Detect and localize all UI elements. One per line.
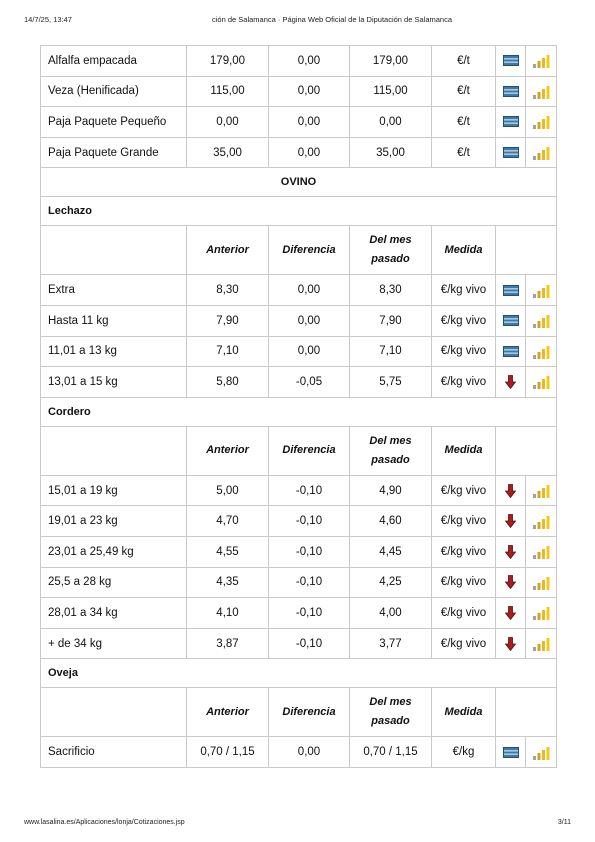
item-name: Paja Paquete Grande: [41, 137, 187, 168]
chart-icon-bar: [533, 95, 536, 99]
chart-icon-bar: [546, 516, 549, 529]
diferencia-value: -0,10: [269, 475, 350, 506]
chart-icon-bar: [537, 153, 540, 160]
del-mes-pasado-value: 8,30: [350, 275, 432, 306]
del-mes-pasado-value: 3,77: [350, 628, 432, 659]
trend-cell: [496, 628, 526, 659]
diferencia-value: -0,10: [269, 567, 350, 598]
chart-icon-bar: [533, 586, 536, 590]
section-title: Cordero: [41, 397, 557, 426]
bar-chart-icon[interactable]: [533, 145, 550, 160]
bar-chart-icon[interactable]: [533, 53, 550, 68]
column-header-row: [41, 226, 557, 275]
chart-link-cell[interactable]: [526, 275, 557, 306]
chart-icon-bar: [533, 355, 536, 359]
section-title: Oveja: [41, 659, 557, 688]
equal-trend-icon: [503, 315, 519, 326]
chart-icon-bar: [537, 61, 540, 68]
del-mes-pasado-value: 5,75: [350, 367, 432, 398]
item-name: Paja Paquete Pequeño: [41, 107, 187, 138]
anterior-value: 7,90: [187, 305, 269, 336]
table-row: [41, 46, 557, 77]
del-mes-pasado-value: 7,10: [350, 336, 432, 367]
chart-icon-bar: [542, 58, 545, 68]
chart-icon-bar: [542, 750, 545, 760]
diferencia-value: -0,10: [269, 628, 350, 659]
table-row: [41, 137, 557, 168]
medida-unit: €/t: [432, 107, 496, 138]
table-row: [41, 336, 557, 367]
chart-icon-bar: [537, 352, 540, 359]
diferencia-value: 0,00: [269, 107, 350, 138]
anterior-value: 0,70 / 1,15: [187, 737, 269, 768]
table-row: [41, 506, 557, 537]
header-medida: Medida: [432, 688, 496, 737]
chart-icon-bar: [542, 318, 545, 328]
diferencia-value: -0,10: [269, 506, 350, 537]
diferencia-value: 0,00: [269, 46, 350, 77]
chart-link-cell[interactable]: [526, 76, 557, 107]
del-mes-pasado-value: 7,90: [350, 305, 432, 336]
chart-icon-bar: [533, 756, 536, 760]
chart-icon-bar: [546, 546, 549, 559]
chart-icon-bar: [546, 116, 549, 129]
diferencia-value: 0,00: [269, 737, 350, 768]
column-header-row: [41, 426, 557, 475]
item-name: Veza (Henificada): [41, 76, 187, 107]
chart-icon-bar: [542, 488, 545, 498]
chart-link-cell[interactable]: [526, 137, 557, 168]
trend-cell: [496, 46, 526, 77]
chart-icon-bar: [537, 92, 540, 99]
chart-icon-bar: [546, 577, 549, 590]
chart-icon-bar: [533, 525, 536, 529]
chart-icon-bar: [546, 747, 549, 760]
item-name: 15,01 a 19 kg: [41, 475, 187, 506]
header-del-mes-pasado: Del mes pasado: [350, 226, 432, 275]
bar-chart-icon[interactable]: [533, 514, 550, 529]
medida-unit: €/kg vivo: [432, 536, 496, 567]
medida-unit: €/t: [432, 46, 496, 77]
anterior-value: 4,35: [187, 567, 269, 598]
del-mes-pasado-value: 4,45: [350, 536, 432, 567]
print-footer-url: www.lasalina.es/Aplicaciones/lonja/Cotizaciones.jsp: [24, 819, 185, 826]
chart-icon-bar: [546, 147, 549, 160]
bar-chart-icon[interactable]: [533, 283, 550, 298]
header-icons-cell: [496, 426, 557, 475]
chart-icon-bar: [533, 385, 536, 389]
trend-cell: [496, 737, 526, 768]
anterior-value: 179,00: [187, 46, 269, 77]
down-arrow-icon: [505, 575, 516, 589]
chart-link-cell[interactable]: [526, 107, 557, 138]
table-row: [41, 567, 557, 598]
table-row: [41, 598, 557, 629]
table-row: [41, 536, 557, 567]
medida-unit: €/kg vivo: [432, 305, 496, 336]
header-anterior: Anterior: [187, 688, 269, 737]
diferencia-value: 0,00: [269, 137, 350, 168]
chart-icon-bar: [533, 125, 536, 129]
chart-icon-bar: [542, 150, 545, 160]
chart-icon-bar: [533, 616, 536, 620]
anterior-value: 0,00: [187, 107, 269, 138]
item-name: Alfalfa empacada: [41, 46, 187, 77]
chart-icon-bar: [542, 89, 545, 99]
equal-trend-icon: [503, 747, 519, 758]
table-row: [41, 76, 557, 107]
print-footer-page-number: 3/11: [557, 819, 571, 826]
bar-chart-icon[interactable]: [533, 745, 550, 760]
diferencia-value: -0,05: [269, 367, 350, 398]
chart-link-cell[interactable]: [526, 628, 557, 659]
chart-icon-bar: [537, 522, 540, 529]
print-header-site-title: ción de Salamanca · Página Web Oficial de la Diputación de Salamanca: [212, 15, 452, 24]
item-name: + de 34 kg: [41, 628, 187, 659]
del-mes-pasado-value: 0,70 / 1,15: [350, 737, 432, 768]
trend-cell: [496, 567, 526, 598]
anterior-value: 5,00: [187, 475, 269, 506]
medida-unit: €/kg vivo: [432, 475, 496, 506]
item-name: 25,5 a 28 kg: [41, 567, 187, 598]
chart-icon-bar: [546, 86, 549, 99]
medida-unit: €/kg vivo: [432, 336, 496, 367]
chart-icon-bar: [546, 638, 549, 651]
chart-icon-bar: [537, 382, 540, 389]
chart-link-cell[interactable]: [526, 506, 557, 537]
chart-icon-bar: [533, 555, 536, 559]
header-anterior: Anterior: [187, 226, 269, 275]
chart-link-cell[interactable]: [526, 46, 557, 77]
trend-cell: [496, 336, 526, 367]
equal-trend-icon: [503, 86, 519, 97]
header-empty-cell: [41, 426, 187, 475]
down-arrow-icon: [505, 484, 516, 498]
chart-icon-bar: [542, 288, 545, 298]
chart-link-cell[interactable]: [526, 737, 557, 768]
header-diferencia: Diferencia: [269, 688, 350, 737]
chart-icon-bar: [542, 379, 545, 389]
item-name: 11,01 a 13 kg: [41, 336, 187, 367]
header-icons-cell: [496, 688, 557, 737]
table-row: [41, 107, 557, 138]
anterior-value: 7,10: [187, 336, 269, 367]
chart-icon-bar: [542, 349, 545, 359]
chart-link-cell[interactable]: [526, 367, 557, 398]
header-icons-cell: [496, 226, 557, 275]
bar-chart-icon[interactable]: [533, 575, 550, 590]
medida-unit: €/kg vivo: [432, 567, 496, 598]
bar-chart-icon[interactable]: [533, 605, 550, 620]
del-mes-pasado-value: 4,90: [350, 475, 432, 506]
item-name: 23,01 a 25,49 kg: [41, 536, 187, 567]
del-mes-pasado-value: 4,00: [350, 598, 432, 629]
table-row: [41, 305, 557, 336]
anterior-value: 3,87: [187, 628, 269, 659]
del-mes-pasado-value: 4,25: [350, 567, 432, 598]
bar-chart-icon[interactable]: [533, 636, 550, 651]
print-header-datetime: 14/7/25, 13:47: [24, 15, 72, 24]
anterior-value: 4,55: [187, 536, 269, 567]
header-del-mes-pasado: Del mes pasado: [350, 688, 432, 737]
chart-icon-bar: [533, 294, 536, 298]
trend-cell: [496, 598, 526, 629]
bar-chart-icon[interactable]: [533, 544, 550, 559]
diferencia-value: 0,00: [269, 305, 350, 336]
quotes-table: [40, 45, 557, 768]
medida-unit: €/kg vivo: [432, 598, 496, 629]
anterior-value: 4,10: [187, 598, 269, 629]
trend-cell: [496, 367, 526, 398]
chart-icon-bar: [542, 119, 545, 129]
chart-icon-bar: [537, 291, 540, 298]
chart-link-cell[interactable]: [526, 475, 557, 506]
header-empty-cell: [41, 688, 187, 737]
medida-unit: €/kg vivo: [432, 628, 496, 659]
chart-icon-bar: [546, 376, 549, 389]
chart-link-cell[interactable]: [526, 536, 557, 567]
anterior-value: 35,00: [187, 137, 269, 168]
chart-icon-bar: [546, 607, 549, 620]
chart-icon-bar: [537, 122, 540, 129]
medida-unit: €/t: [432, 137, 496, 168]
bar-chart-icon[interactable]: [533, 114, 550, 129]
bar-chart-icon[interactable]: [533, 374, 550, 389]
down-arrow-icon: [505, 514, 516, 528]
chart-icon-bar: [537, 321, 540, 328]
item-name: 28,01 a 34 kg: [41, 598, 187, 629]
chart-icon-bar: [546, 285, 549, 298]
down-arrow-icon: [505, 375, 516, 389]
equal-trend-icon: [503, 346, 519, 357]
chart-icon-bar: [542, 549, 545, 559]
trend-cell: [496, 475, 526, 506]
header-empty-cell: [41, 226, 187, 275]
chart-icon-bar: [542, 580, 545, 590]
del-mes-pasado-value: 115,00: [350, 76, 432, 107]
del-mes-pasado-value: 179,00: [350, 46, 432, 77]
medida-unit: €/kg vivo: [432, 275, 496, 306]
chart-icon-bar: [537, 552, 540, 559]
trend-cell: [496, 76, 526, 107]
bar-chart-icon[interactable]: [533, 344, 550, 359]
chart-icon-bar: [537, 583, 540, 590]
chart-icon-bar: [533, 647, 536, 651]
chart-icon-bar: [533, 156, 536, 160]
diferencia-value: -0,10: [269, 598, 350, 629]
trend-cell: [496, 305, 526, 336]
diferencia-value: -0,10: [269, 536, 350, 567]
header-medida: Medida: [432, 426, 496, 475]
group-title: OVINO: [41, 168, 557, 197]
trend-cell: [496, 137, 526, 168]
equal-trend-icon: [503, 116, 519, 127]
header-anterior: Anterior: [187, 426, 269, 475]
chart-icon-bar: [542, 610, 545, 620]
header-diferencia: Diferencia: [269, 226, 350, 275]
chart-icon-bar: [542, 519, 545, 529]
section-row: [41, 397, 557, 426]
medida-unit: €/kg: [432, 737, 496, 768]
chart-icon-bar: [533, 324, 536, 328]
table-row: [41, 475, 557, 506]
chart-link-cell[interactable]: [526, 598, 557, 629]
table-row: [41, 628, 557, 659]
chart-link-cell[interactable]: [526, 336, 557, 367]
chart-icon-bar: [546, 346, 549, 359]
table-row: [41, 275, 557, 306]
section-title: Lechazo: [41, 197, 557, 226]
down-arrow-icon: [505, 637, 516, 651]
medida-unit: €/t: [432, 76, 496, 107]
chart-icon-bar: [533, 64, 536, 68]
del-mes-pasado-value: 35,00: [350, 137, 432, 168]
header-medida: Medida: [432, 226, 496, 275]
anterior-value: 5,80: [187, 367, 269, 398]
group-row: [41, 168, 557, 197]
chart-link-cell[interactable]: [526, 567, 557, 598]
header-diferencia: Diferencia: [269, 426, 350, 475]
item-name: Sacrificio: [41, 737, 187, 768]
table-row: [41, 737, 557, 768]
section-row: [41, 659, 557, 688]
item-name: Hasta 11 kg: [41, 305, 187, 336]
bar-chart-icon[interactable]: [533, 483, 550, 498]
equal-trend-icon: [503, 55, 519, 66]
down-arrow-icon: [505, 606, 516, 620]
section-row: [41, 197, 557, 226]
chart-icon-bar: [537, 753, 540, 760]
medida-unit: €/kg vivo: [432, 506, 496, 537]
chart-icon-bar: [546, 55, 549, 68]
chart-icon-bar: [546, 315, 549, 328]
table-row: [41, 367, 557, 398]
bar-chart-icon[interactable]: [533, 313, 550, 328]
diferencia-value: 0,00: [269, 336, 350, 367]
quotes-table-body: [41, 46, 557, 768]
bar-chart-icon[interactable]: [533, 84, 550, 99]
diferencia-value: 0,00: [269, 76, 350, 107]
chart-icon-bar: [546, 485, 549, 498]
chart-icon-bar: [537, 491, 540, 498]
del-mes-pasado-value: 4,60: [350, 506, 432, 537]
medida-unit: €/kg vivo: [432, 367, 496, 398]
item-name: Extra: [41, 275, 187, 306]
trend-cell: [496, 506, 526, 537]
trend-cell: [496, 107, 526, 138]
anterior-value: 115,00: [187, 76, 269, 107]
diferencia-value: 0,00: [269, 275, 350, 306]
chart-link-cell[interactable]: [526, 305, 557, 336]
header-del-mes-pasado: Del mes pasado: [350, 426, 432, 475]
del-mes-pasado-value: 0,00: [350, 107, 432, 138]
anterior-value: 8,30: [187, 275, 269, 306]
chart-icon-bar: [537, 644, 540, 651]
chart-icon-bar: [542, 641, 545, 651]
chart-icon-bar: [537, 613, 540, 620]
equal-trend-icon: [503, 147, 519, 158]
trend-cell: [496, 275, 526, 306]
anterior-value: 4,70: [187, 506, 269, 537]
equal-trend-icon: [503, 285, 519, 296]
item-name: 13,01 a 15 kg: [41, 367, 187, 398]
chart-icon-bar: [533, 494, 536, 498]
column-header-row: [41, 688, 557, 737]
down-arrow-icon: [505, 545, 516, 559]
trend-cell: [496, 536, 526, 567]
item-name: 19,01 a 23 kg: [41, 506, 187, 537]
